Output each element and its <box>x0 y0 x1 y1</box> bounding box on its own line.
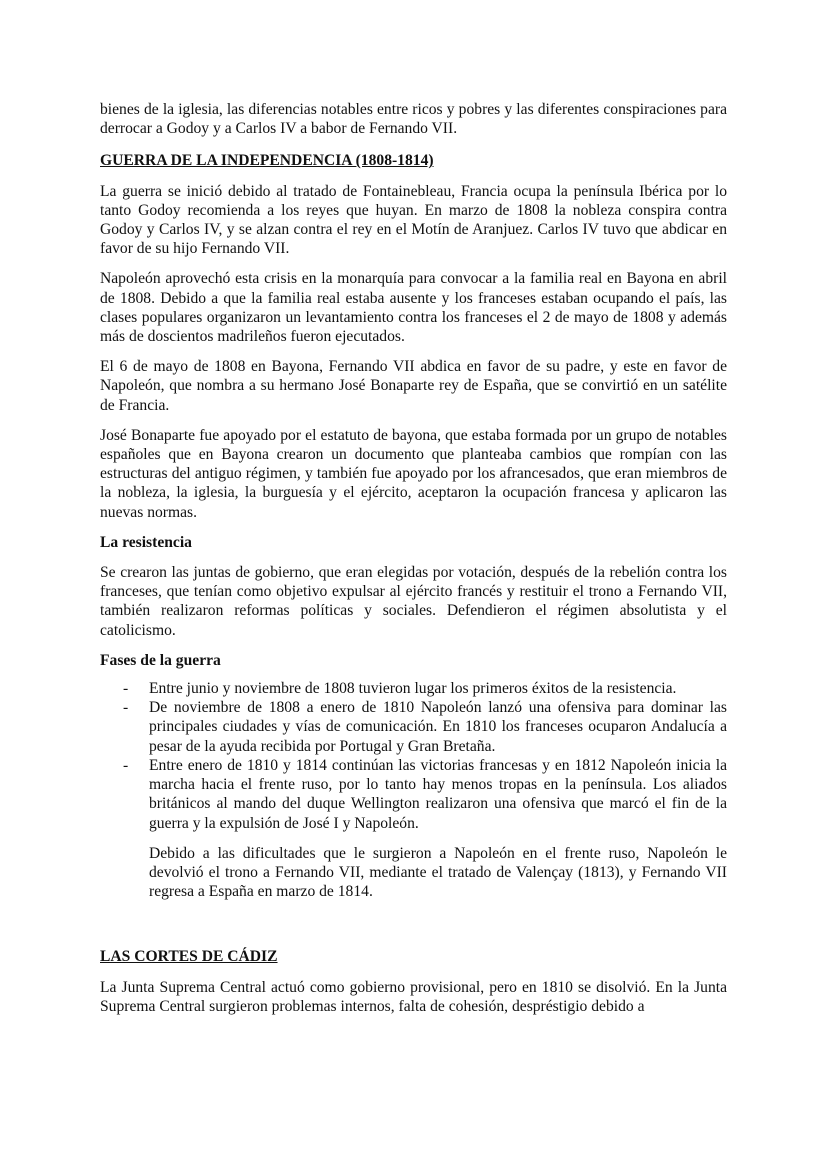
guerra-paragraph-1: La guerra se inició debido al tratado de Fontainebleau, Francia ocupa la península Ibérica por lo tanto Godoy recomienda a los reyes que huyan. En marzo de 1808 la nobleza conspira contra Godoy y Carlos IV, y se alzan contra el rey en el Motín de Aranjuez. Carlos IV tuvo que abdicar en favor de su hijo Fernando VII. <box>100 182 727 258</box>
heading-guerra-independencia: GUERRA DE LA INDEPENDENCIA (1808-1814) <box>100 152 434 170</box>
guerra-paragraph-3: El 6 de mayo de 1808 en Bayona, Fernando VII abdica en favor de su padre, y este en favor de Napoleón, que nombra a su hermano José Bonaparte rey de España, que se convirtió en un satélite de Francia. <box>100 358 727 414</box>
list-item-text: Entre junio y noviembre de 1808 tuvieron lugar los primeros éxitos de la resistencia. <box>149 680 677 698</box>
intro-paragraph: bienes de la iglesia, las diferencias notables entre ricos y pobres y las diferentes conspiraciones para derrocar a Godoy y a Carlos IV a babor de Fernando VII. <box>100 101 727 138</box>
heading-resistencia: La resistencia <box>100 533 192 551</box>
guerra-paragraph-2: Napoleón aprovechó esta crisis en la monarquía para convocar a la familia real en Bayona en abril de 1808. Debido a que la familia real estaba ausente y los franceses estaban ocupando el país, las clases populares organizaron un levantamiento contra los franceses el 2 de mayo de 1808 y además más de doscientos madrileños fueron ejecutados. <box>100 270 727 346</box>
resistencia-paragraph: Se crearon las juntas de gobierno, que eran elegidas por votación, después de la rebelión contra los franceses, que tenían como objetivo expulsar al ejército francés y restituir el trono a Fernando VII, también realizaron reformas políticas y sociales. Defendieron el régimen absolutista y el catolicismo. <box>100 564 727 639</box>
guerra-paragraph-4: José Bonaparte fue apoyado por el estatuto de bayona, que estaba formada por un grupo de notables españoles que en Bayona crearon un documento que planteaba cambios que rompían con las estructuras del antiguo régimen, y también fue apoyado por los afrancesados, que eran miembros de la nobleza, la iglesia, la burguesía y el ejército, aceptaron la ocupación francesa y aplicaron las nuevas normas. <box>100 426 727 521</box>
bullet-dash: - <box>123 756 129 774</box>
bullet-dash: - <box>123 699 129 717</box>
list-item-text: De noviembre de 1808 a enero de 1810 Napoleón lanzó una ofensiva para dominar las principales ciudades y vías de comunicación. En 1810 los franceses ocuparon Andalucía a pesar de la ayuda recibida por Portugal y Gran Bretaña. <box>149 699 727 755</box>
bullet-dash: - <box>123 680 129 698</box>
heading-fases: Fases de la guerra <box>100 651 221 669</box>
fases-after-paragraph: Debido a las dificultades que le surgieron a Napoleón en el frente ruso, Napoleón le devolvió el trono a Fernando VII, mediante el tratado de Valençay (1813), y Fernando VII regresa a España en marzo de 1814. <box>149 844 727 901</box>
document-page <box>100 100 727 1016</box>
list-item <box>100 679 727 698</box>
heading-cortes-cadiz: LAS CORTES DE CÁDIZ <box>100 948 278 966</box>
list-item-text: Entre enero de 1810 y 1814 continúan las victorias francesas y en 1812 Napoleón inicia la marcha hacia el frente ruso, por lo tanto hay menos tropas en la península. Los aliados británicos al mando del duque Wellington realizaron una ofensiva que marcó el fin de la guerra y la expulsión de José I y Napoleón. <box>149 756 727 832</box>
list-item <box>100 698 727 756</box>
fases-list <box>100 679 727 833</box>
list-item <box>100 756 727 833</box>
cortes-paragraph: La Junta Suprema Central actuó como gobierno provisional, pero en 1810 se disolvió. En la Junta Suprema Central surgieron problemas internos, falta de cohesión, despréstigio debido a <box>100 978 727 1015</box>
